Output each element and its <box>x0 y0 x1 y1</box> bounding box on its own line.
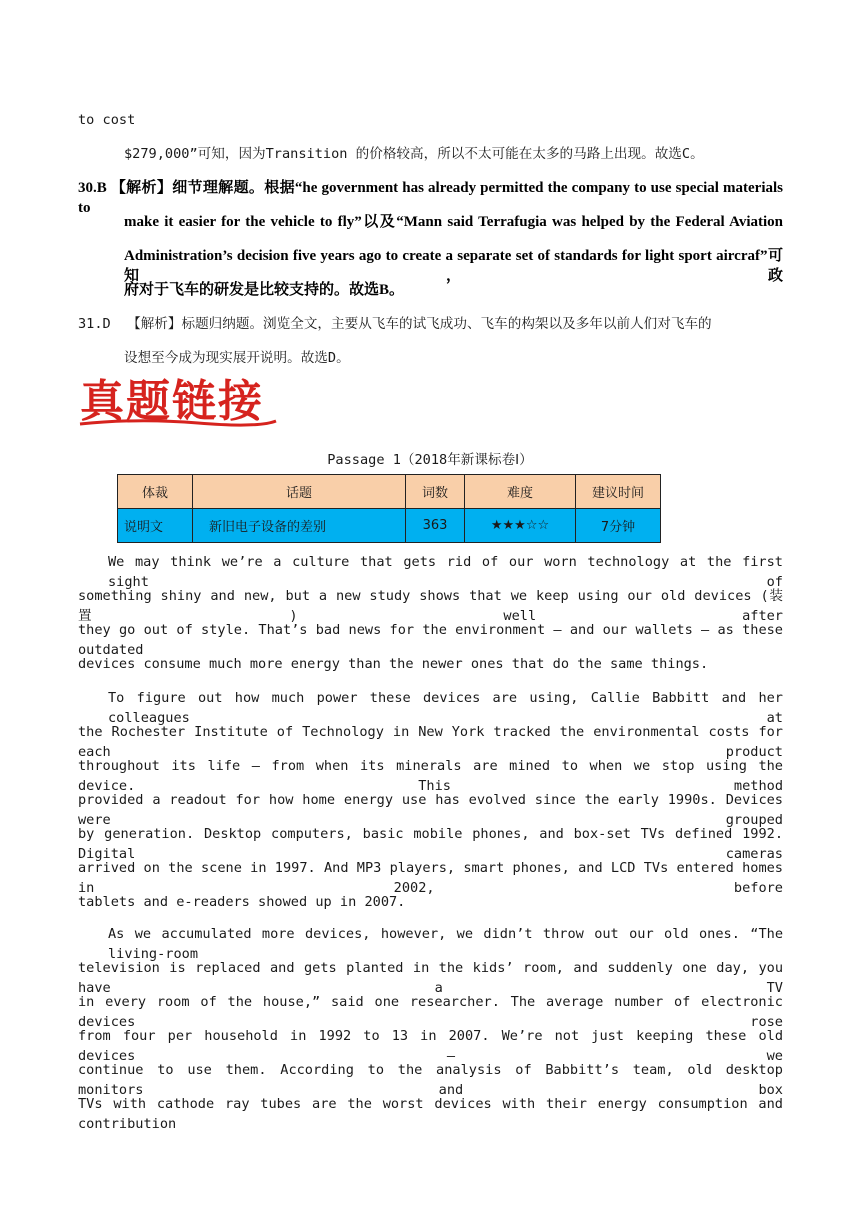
answer-30-line: 30.B 【解析】细节理解题。根据“he government has already permitted the company to use special materials to <box>78 180 783 216</box>
table-header-cell: 话题 <box>193 475 406 509</box>
paragraph-line: To figure out how much power these devices are using, Callie Babbitt and her colleagues at <box>108 690 783 726</box>
answer-30-line: Administration’s decision five years ago to create a separate set of standards for light sport aircraf”可知，政 <box>124 248 783 284</box>
paragraph-line: TVs with cathode ray tubes are the worst devices with their energy consumption and contribution <box>78 1096 783 1132</box>
paragraph-line: devices consume much more energy than the newer ones that do the same things. <box>78 656 709 672</box>
paragraph-line: arrived on the scene in 1997. And MP3 players, smart phones, and LCD TVs entered homes in 2002, before <box>78 860 783 896</box>
paragraph-line: television is replaced and gets planted in the kids’ room, and suddenly one day, you have a TV <box>78 960 783 996</box>
section-banner <box>78 374 278 430</box>
text-line: to cost <box>78 112 136 128</box>
table-header-cell: 建议时间 <box>576 475 661 509</box>
section-banner-text: 真题链接 <box>80 376 264 427</box>
paragraph-line: provided a readout for how home energy use has evolved since the early 1990s. Devices were grouped <box>78 792 783 828</box>
table-cell: 363 <box>406 509 465 543</box>
answer-30-line: 府对于飞车的研发是比较支持的。故选B。 <box>124 282 405 298</box>
table-header-cell: 体裁 <box>118 475 193 509</box>
paragraph-line: something shiny and new, but a new study shows that we keep using our old devices (装置) well after <box>78 588 783 624</box>
paragraph-line: continue to use them. According to the analysis of Babbitt’s team, old desktop monitors and box <box>78 1062 783 1098</box>
paragraph-line: As we accumulated more devices, however, we didn’t throw out our old ones. “The living-room <box>108 926 783 962</box>
paragraph-line: they go out of style. That’s bad news for the environment – and our wallets – as these outdated <box>78 622 783 658</box>
paragraph-line: tablets and e-readers showed up in 2007. <box>78 894 406 910</box>
answer-31-line: 设想至今成为现实展开说明。故选D。 <box>124 350 350 366</box>
text-line: $279,000”可知，因为Transition 的价格较高，所以不太可能在太多的马路上出现。故选C。 <box>124 146 704 162</box>
passage-title: Passage 1（2018年新课标卷Ⅰ） <box>327 452 533 468</box>
table-cell: 新旧电子设备的差别 <box>193 509 406 543</box>
table-cell: ★★★☆☆ <box>465 509 576 543</box>
answer-30-line: make it easier for the vehicle to fly”以及“Mann said Terrafugia was helped by the Federal Aviation <box>124 214 783 230</box>
info-table <box>117 474 661 543</box>
paragraph-line: We may think we’re a culture that gets rid of our worn technology at the first sight of <box>108 554 783 590</box>
table-cell: 说明文 <box>118 509 193 543</box>
paragraph-line: in every room of the house,” said one researcher. The average number of electronic devices rose <box>78 994 783 1030</box>
table-header-cell: 词数 <box>406 475 465 509</box>
paragraph-line: throughout its life – from when its minerals are mined to when we stop using the device. This method <box>78 758 783 794</box>
paragraph-line: by generation. Desktop computers, basic mobile phones, and box-set TVs defined 1992. Digital cameras <box>78 826 783 862</box>
table-cell: 7分钟 <box>576 509 661 543</box>
paragraph-line: from four per household in 1992 to 13 in 2007. We’re not just keeping these old devices – we <box>78 1028 783 1064</box>
answer-31-line: 31.D 【解析】标题归纳题。浏览全文，主要从飞车的试飞成功、飞车的构架以及多年以前人们对飞车的 <box>78 316 712 332</box>
table-header-row <box>118 475 661 509</box>
paragraph-line: the Rochester Institute of Technology in New York tracked the environmental costs for each product <box>78 724 783 760</box>
table-row <box>118 509 661 543</box>
table-header-cell: 难度 <box>465 475 576 509</box>
